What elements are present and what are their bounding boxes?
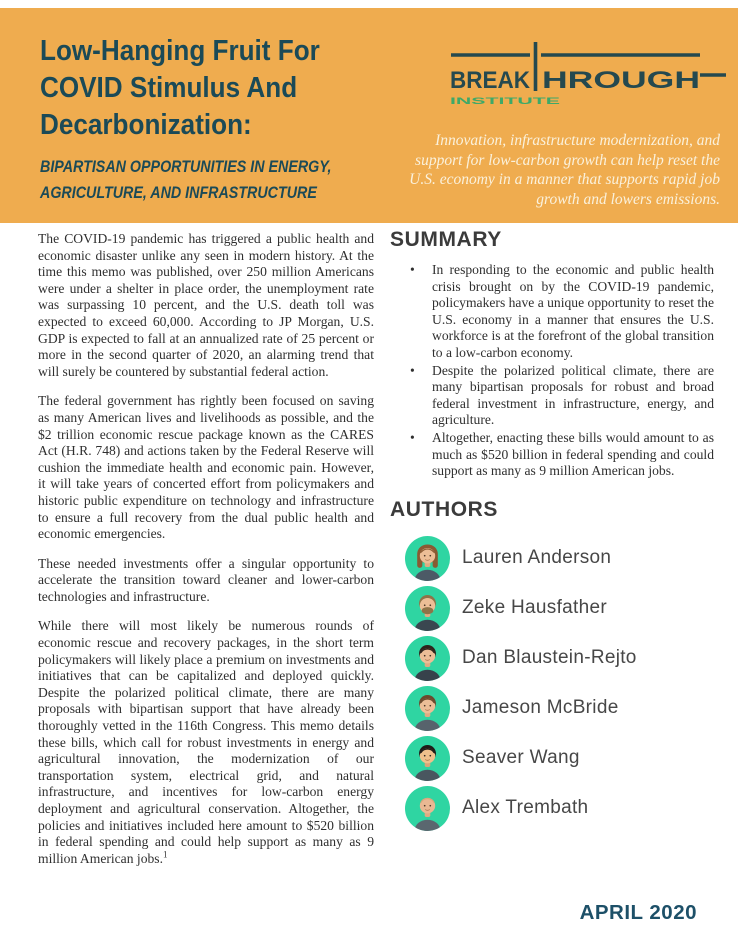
page-title-line: Decarbonization:	[40, 109, 252, 141]
footnote-marker: 1	[162, 849, 168, 860]
author-row	[390, 736, 714, 781]
page-subtitle-line: BIPARTISAN OPPORTUNITIES IN ENERGY,	[40, 157, 332, 176]
summary-heading: SUMMARY	[390, 228, 502, 251]
paragraph: These needed investments offer a singular opportunity to accelerate the transition toward cleaner and lower-carbon technologies and infrastructure.	[38, 555, 374, 604]
summary-item: • Altogether, enacting these bills would amount to as much as $520 billion in federal spending and could support as many as 9 million American jobs.	[390, 430, 714, 480]
author-name: Seaver Wang	[462, 747, 580, 769]
author-row	[390, 686, 714, 731]
page-title-line: COVID Stimulus And	[40, 72, 298, 104]
logo-word-right: HROUGH	[542, 67, 700, 94]
article-column	[38, 231, 374, 880]
page-subtitle-line: AGRICULTURE, AND INFRASTRUCTURE	[40, 183, 317, 202]
logo-word-left: BREAK	[450, 67, 531, 94]
sidebar-column	[390, 228, 714, 836]
page-title	[40, 33, 351, 144]
page-subtitle	[40, 154, 387, 206]
author-row	[390, 786, 714, 831]
paragraph-text: While there will most likely be numerous rounds of economic rescue and recovery packages, in the short term policymakers will likely place a premium on investments and initiatives that can be capitalized and deployed quickly. Despite the polarized political climate, there are many proposals with bipartisan support that have already been thoroughly vetted in the 116th Congress. This memo details these bills, which call for robust investments in energy and agricultural innovation, the modernization of our transportation system, electrical grid, and natural infrastructure, and incentives for low-carbon energy deployment and agricultural conservation. Altogether, the policies and initiatives included here amount to $520 billion in federal spending and could help support as many as 9 million American jobs.	[38, 618, 374, 866]
header-tagline: Innovation, infrastructure modernization, and support for low-carbon growth can help reset the U.S. economy in a manner that supports rapid job growth and lowers emissions.	[409, 132, 720, 208]
author-name: Zeke Hausfather	[462, 597, 607, 619]
author-name: Alex Trembath	[462, 797, 589, 819]
author-avatar	[405, 636, 450, 681]
page-title-line: Low-Hanging Fruit For	[40, 35, 320, 67]
author-avatar	[405, 586, 450, 631]
author-name: Jameson McBride	[462, 697, 619, 719]
paragraph: The COVID-19 pandemic has triggered a public health and economic disaster unlike any seen in modern history. At the time this memo was published, over 250 million Americans were under a shelter in place order, the unemployment rate was surpassing 10 percent, and the U.S. death toll was expected to exceed 60,000. According to JP Morgan, U.S. GDP is expected to fall at an annualized rate of 25 percent or more in the second quarter of 2020, an alarming trend that will surely be countered by substantial federal action.	[38, 231, 374, 379]
author-row	[390, 536, 714, 581]
author-avatar	[405, 786, 450, 831]
paragraph	[38, 618, 374, 867]
logo-institute-label: INSTITUTE	[450, 96, 560, 107]
author-name: Dan Blaustein-Rejto	[462, 647, 637, 669]
author-row	[390, 586, 714, 631]
authors-heading: AUTHORS	[390, 497, 499, 521]
author-avatar	[405, 686, 450, 731]
summary-item: • In responding to the economic and public health crisis brought on by the COVID-19 pandemic, policymakers have a unique opportunity to reset the U.S. economy in a manner that ensures the U.S. workforce is at the forefront of the global transition to a low-carbon economy.	[390, 262, 714, 362]
author-avatar	[405, 736, 450, 781]
summary-list	[390, 262, 714, 480]
paragraph: The federal government has rightly been focused on saving as many American lives and livelihoods as possible, and the $2 trillion economic rescue package known as the CARES Act (H.R. 748) and actions taken by the Federal Reserve will cushion the immediate health and economic pain. However, it will take years of concerted effort from policymakers and historic public expenditure on technology and infrastructure to ensure a full recovery from the dual public health and economic emergencies.	[38, 393, 374, 542]
author-name: Lauren Anderson	[462, 547, 612, 569]
author-avatar	[405, 536, 450, 581]
author-row	[390, 636, 714, 681]
summary-item: • Despite the polarized political climate, there are many bipartisan proposals for robust and broad federal investment in infrastructure, energy, and agriculture.	[390, 363, 714, 429]
date-label: APRIL 2020	[579, 901, 697, 924]
breakthrough-institute-logo	[450, 38, 728, 108]
